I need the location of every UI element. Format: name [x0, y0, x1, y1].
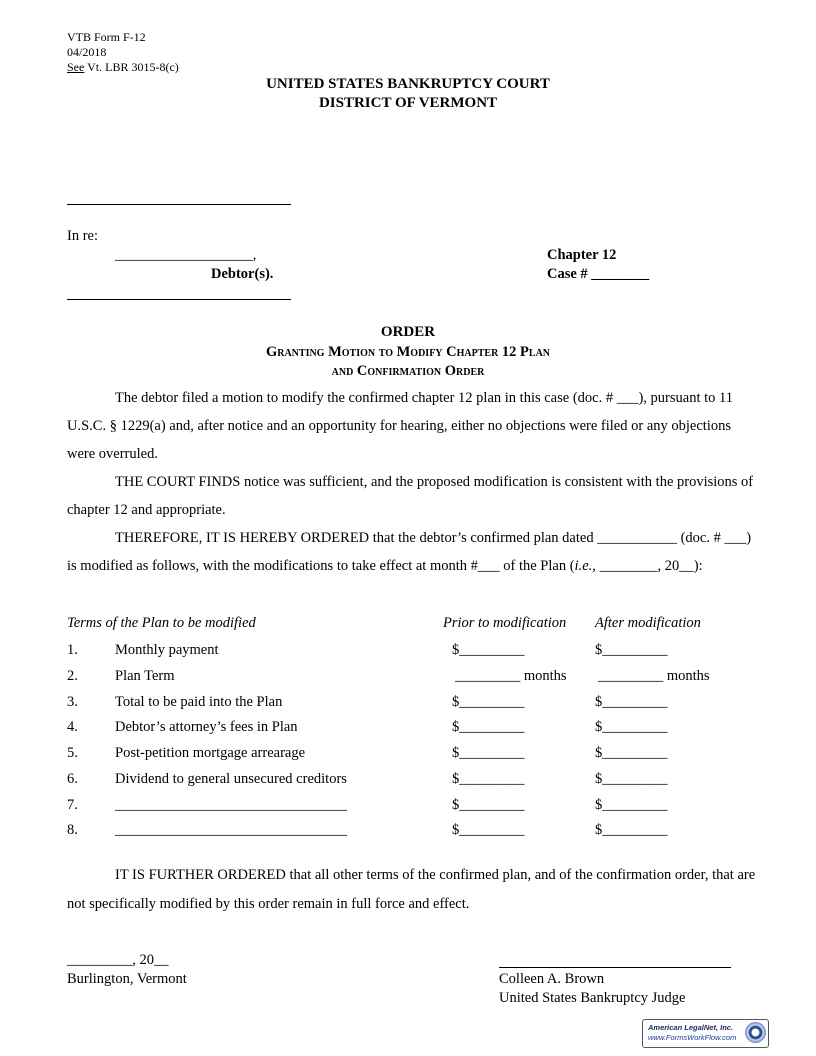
row-prior-value[interactable]: _________ months	[455, 668, 567, 684]
signature-place: Burlington, Vermont	[67, 971, 187, 987]
row-term: Dividend to general unsecured creditors	[115, 771, 347, 787]
row-number: 7.	[67, 797, 78, 813]
row-number: 6.	[67, 771, 78, 787]
row-after-value[interactable]: $_________	[595, 797, 668, 813]
caption-bottom-rule	[67, 299, 291, 300]
form-rule-see: See	[67, 60, 85, 74]
row-term-blank[interactable]: ________________________________	[115, 822, 347, 838]
table-row	[0, 642, 816, 662]
american-legalnet-logo[interactable]	[642, 1019, 769, 1048]
table-row	[0, 745, 816, 765]
paragraph-therefore-date: ________, 20__):	[595, 558, 703, 574]
form-rule-reference	[67, 60, 179, 74]
paragraph-court-finds: THE COURT FINDS notice was sufficient, and the proposed modification is consistent with the provisions of chapter 12 and appropriate.	[67, 474, 754, 518]
paragraph-therefore-ordered	[67, 524, 757, 580]
row-prior-value[interactable]: $_________	[452, 745, 525, 761]
row-term-blank[interactable]: ________________________________	[115, 797, 347, 813]
table-row	[0, 822, 816, 842]
row-prior-value[interactable]: $_________	[452, 719, 525, 735]
row-after-value[interactable]: $_________	[595, 822, 668, 838]
row-after-value[interactable]: $_________	[595, 719, 668, 735]
order-title: ORDER	[380, 324, 436, 340]
in-re-label: In re:	[67, 228, 98, 244]
order-subtitle-1: Granting Motion to Modify Chapter 12 Plan	[265, 344, 551, 360]
table-header-after: After modification	[595, 615, 701, 631]
row-term: Plan Term	[115, 668, 175, 684]
court-name: UNITED STATES BANKRUPTCY COURT	[266, 76, 550, 92]
logo-website: www.FormsWorkFlow.com	[648, 1033, 737, 1042]
row-after-value[interactable]: _________ months	[598, 668, 710, 684]
table-row	[0, 797, 816, 817]
row-number: 8.	[67, 822, 78, 838]
chapter-label: Chapter 12	[547, 247, 617, 263]
judge-name: Colleen A. Brown	[499, 971, 605, 987]
table-header-terms: Terms of the Plan to be modified	[67, 615, 256, 631]
table-header-prior: Prior to modification	[443, 615, 567, 631]
court-district: DISTRICT OF VERMONT	[318, 95, 498, 111]
row-number: 3.	[67, 694, 78, 710]
debtor-label: Debtor(s).	[211, 266, 274, 282]
row-term: Monthly payment	[115, 642, 219, 658]
logo-company-name: American LegalNet, Inc.	[648, 1023, 734, 1032]
row-prior-value[interactable]: $_________	[452, 771, 525, 787]
row-number: 1.	[67, 642, 78, 658]
row-after-value[interactable]: $_________	[595, 771, 668, 787]
row-prior-value[interactable]: $_________	[452, 822, 525, 838]
row-after-value[interactable]: $_________	[595, 745, 668, 761]
table-row	[0, 771, 816, 791]
judge-title: United States Bankruptcy Judge	[499, 990, 686, 1006]
paragraph-motion: The debtor filed a motion to modify the confirmed chapter 12 plan in this case (doc. # ___), pursuant to 11 U.S.C. § 1229(a) and, after notice and an opportunity for hearing, either no objections were filed or any objections were overruled.	[67, 390, 733, 462]
order-subtitle-2: and Confirmation Order	[331, 363, 485, 379]
form-number: VTB Form F-12	[67, 30, 146, 44]
row-term: Debtor’s attorney’s fees in Plan	[115, 719, 298, 735]
debtor-name-blank[interactable]: ___________________,	[115, 247, 257, 263]
row-number: 5.	[67, 745, 78, 761]
caption-top-rule	[67, 204, 291, 205]
table-row	[0, 694, 816, 714]
row-after-value[interactable]: $_________	[595, 694, 668, 710]
form-rule-text: Vt. LBR 3015-8(c)	[84, 60, 179, 74]
row-term: Post-petition mortgage arrearage	[115, 745, 306, 761]
row-number: 2.	[67, 668, 78, 684]
signature-date-blank[interactable]: _________, 20__	[67, 952, 169, 968]
table-row	[0, 668, 816, 688]
paragraph-therefore-ie: i.e.,	[574, 558, 596, 574]
form-date: 04/2018	[67, 45, 107, 59]
table-row	[0, 719, 816, 739]
row-prior-value[interactable]: $_________	[452, 797, 525, 813]
globe-seal-icon	[745, 1022, 766, 1043]
row-term: Total to be paid into the Plan	[115, 694, 283, 710]
paragraph-therefore-text: THEREFORE, IT IS HEREBY ORDERED that the debtor’s confirmed plan dated ___________ (doc. # ___) is modified as follows, with the modifications to take effect at month #___ of the Plan (	[67, 530, 752, 574]
case-number-field[interactable]: Case # ________	[547, 266, 650, 282]
row-number: 4.	[67, 719, 78, 735]
paragraph-further-ordered: IT IS FURTHER ORDERED that all other terms of the confirmed plan, and of the confirmation order, that are not specifically modified by this order remain in full force and effect.	[67, 867, 756, 912]
row-after-value[interactable]: $_________	[595, 642, 668, 658]
judge-signature-line	[499, 967, 731, 968]
row-prior-value[interactable]: $_________	[452, 642, 525, 658]
row-prior-value[interactable]: $_________	[452, 694, 525, 710]
